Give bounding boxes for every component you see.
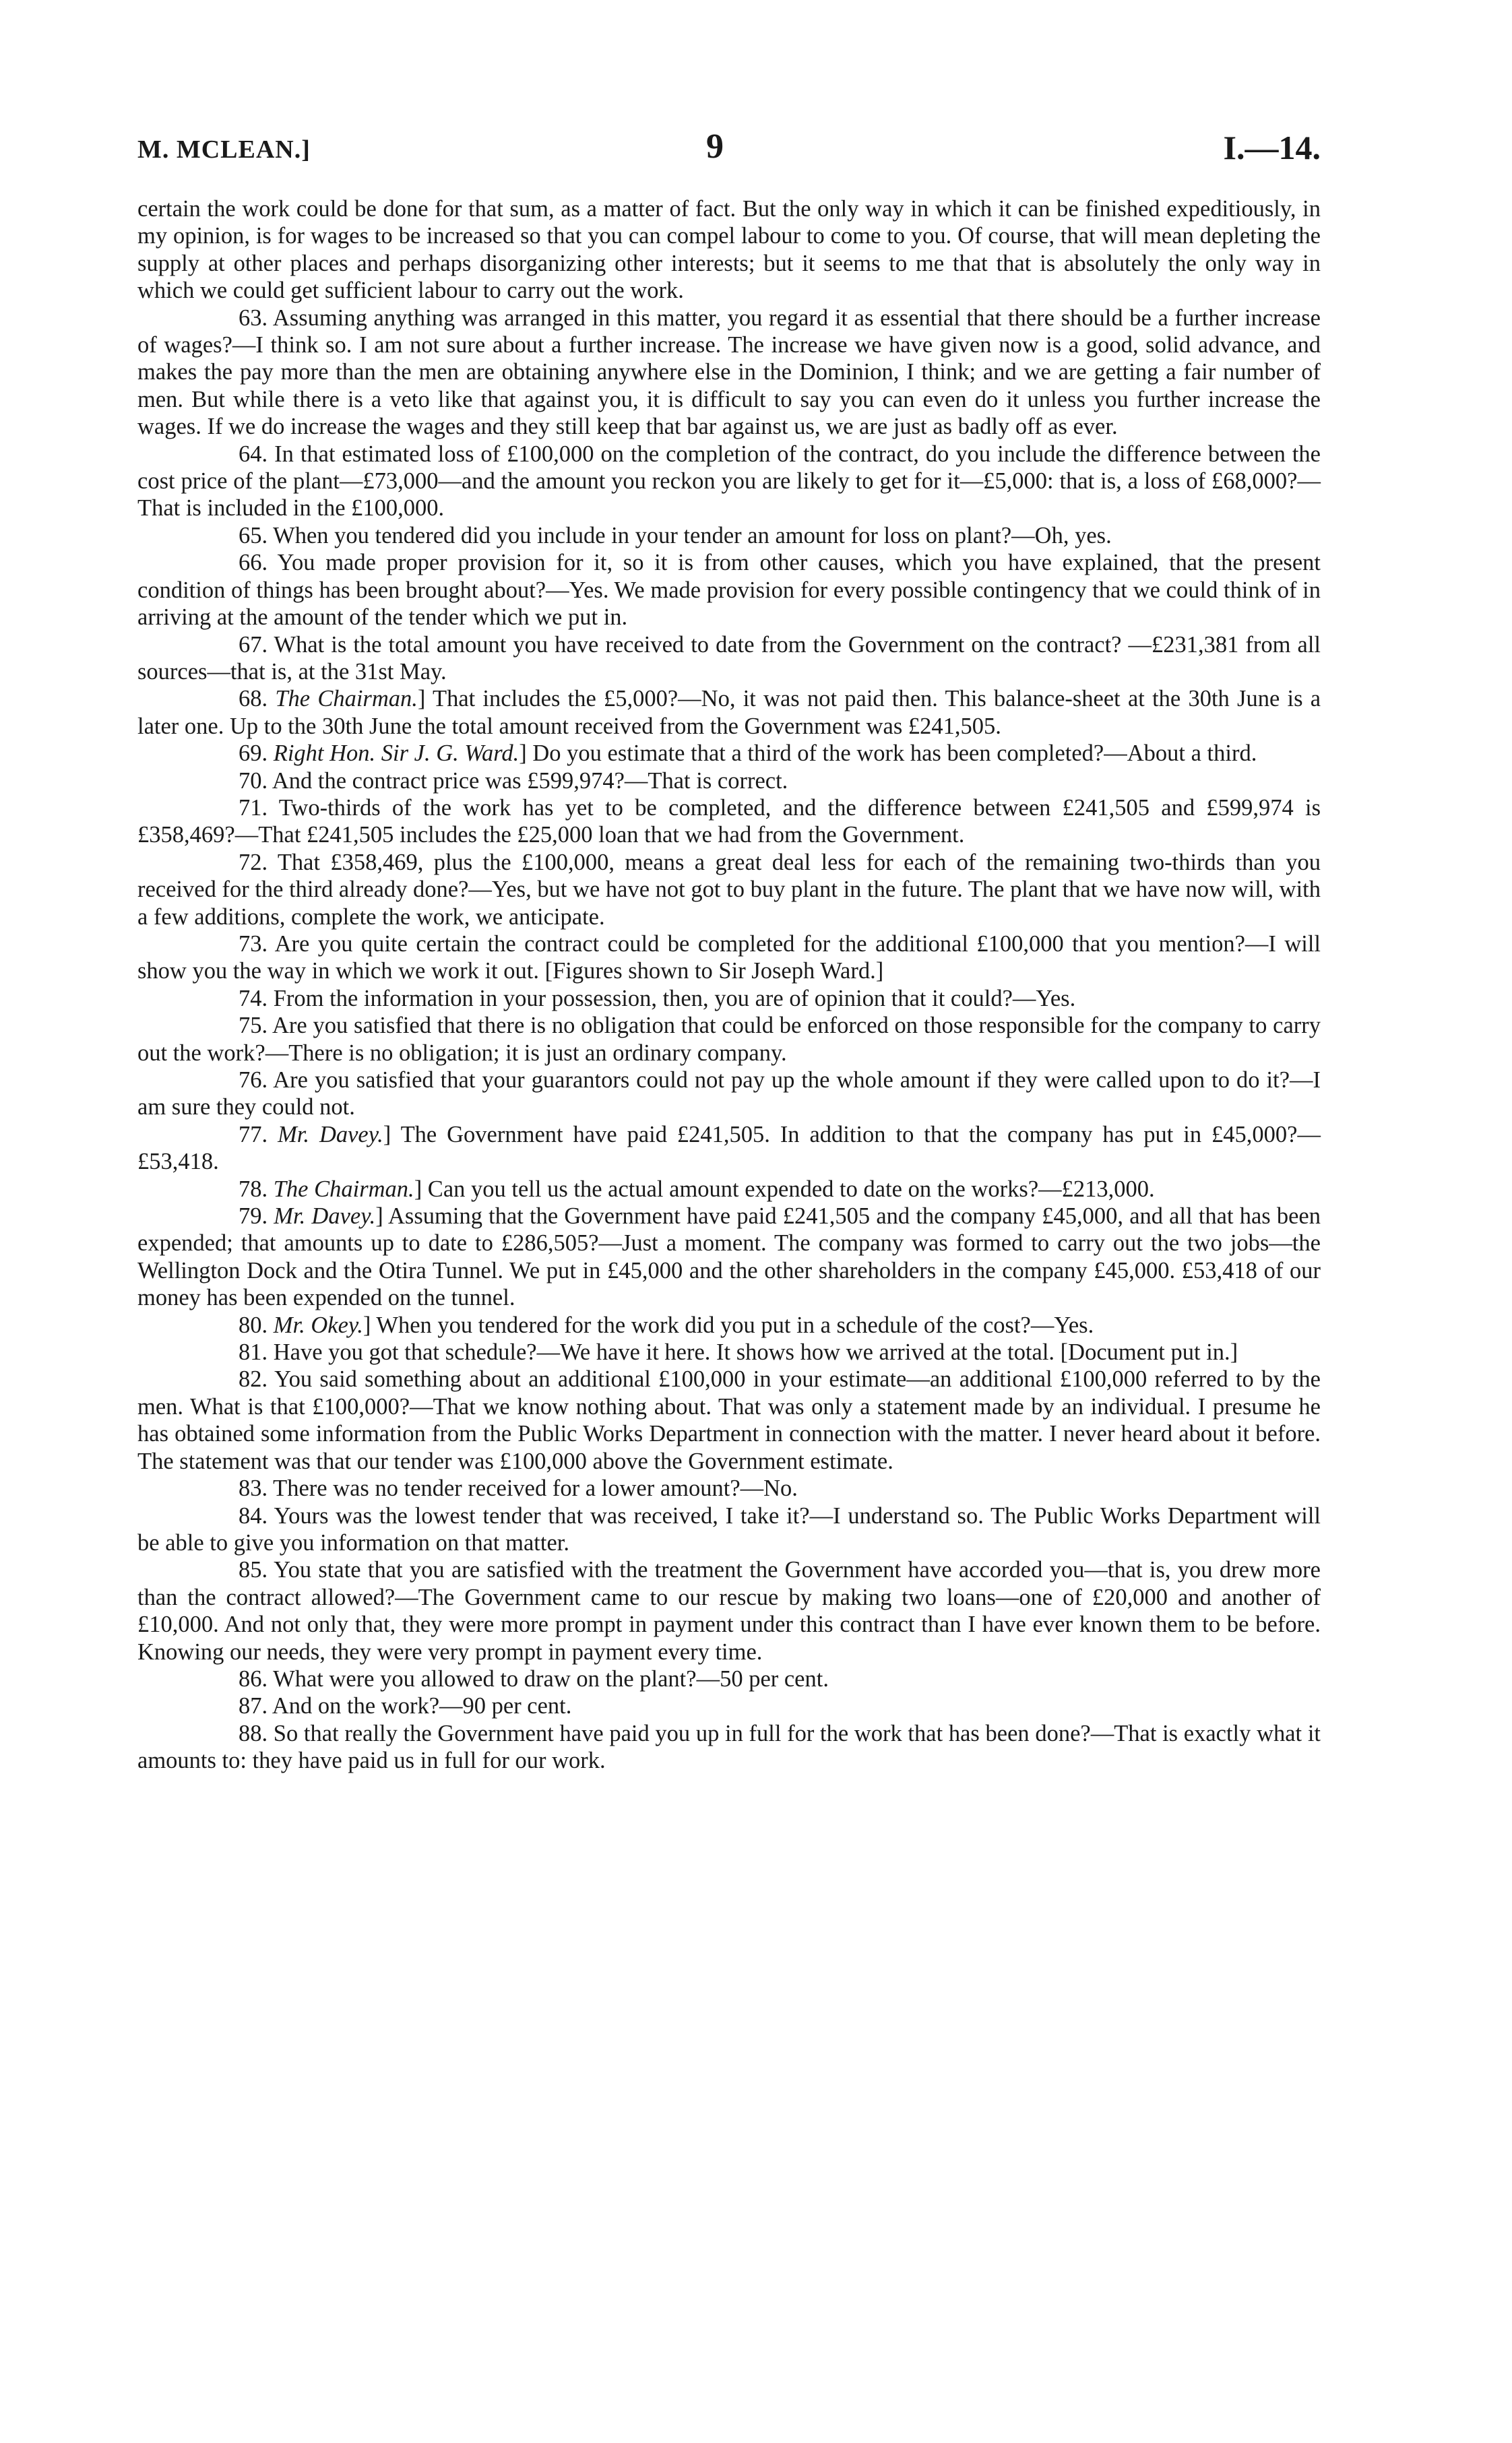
question-number: 68. <box>239 686 268 712</box>
speaker-name: Mr. Davey. <box>278 1121 383 1147</box>
question-paragraph: 82. You said something about an additional £100,000 in your estimate—an additional £100,000 referred to by the men. What is that £100,000?—That we know nothing about. That was only a statement made by an individual. I presume he has obtained some information from the Public Works Department in connection with the matter. I never heard about it before. The statement was that our tender was £100,000 above the Government estimate. <box>137 1366 1321 1474</box>
question-paragraph: 87. And on the work?—90 per cent. <box>239 1693 572 1719</box>
speaker-name: The Chairman. <box>275 686 418 712</box>
witness-name-header: M. MCLEAN.] <box>137 135 311 164</box>
question-paragraph: 73. Are you quite certain the contract could be completed for the additional £100,000 that you mention?—I will show you the way in which we work it out. [Figures shown to Sir Joseph Ward.] <box>137 930 1321 984</box>
question-paragraph: 64. In that estimated loss of £100,000 on the completion of the contract, do you include the difference between the cost price of the plant—£73,000—and the amount you reckon you are likely to get for it—£5,000: that is, a loss of £68,000?—That is included in the £100,000. <box>137 441 1321 521</box>
question-paragraph: 81. Have you got that schedule?—We have it here. It shows how we arrived at the total. [Document put in.] <box>239 1339 1238 1366</box>
question-text: ] That includes the £5,000?—No, it was not paid then. This balance-sheet at the 30th June is a later one. Up to the 30th June the total amount received from the Government was £241,505. <box>137 686 1321 739</box>
question-paragraph: 72. That £358,469, plus the £100,000, means a great deal less for each of the remaining two-thirds than you received for the third already done?—Yes, but we have not got to buy plant in the future. The plant that we have now will, with a few additions, complete the work, we anticipate. <box>137 849 1321 930</box>
question-text: ] Can you tell us the actual amount expended to date on the works?—£213,000. <box>414 1176 1155 1202</box>
evidence-text <box>137 195 1321 1775</box>
question-number: 78. <box>239 1176 268 1202</box>
question-paragraph <box>137 1121 1321 1176</box>
question-list <box>137 305 1321 1775</box>
question-paragraph: 88. So that really the Government have paid you up in full for the work that has been done?—That is exactly what it amounts to: they have paid us in full for our work. <box>137 1720 1321 1774</box>
page-number: 9 <box>706 127 724 166</box>
question-paragraph: 70. And the contract price was £599,974?—That is correct. <box>239 767 788 794</box>
question-paragraph: 84. Yours was the lowest tender that was received, I take it?—I understand so. The Public Works Department will be able to give you information on that matter. <box>137 1502 1321 1556</box>
question-paragraph <box>137 1176 1321 1203</box>
question-text: ] When you tendered for the work did you put in a schedule of the cost?—Yes. <box>363 1312 1094 1338</box>
speaker-name: Mr. Okey. <box>273 1312 363 1338</box>
question-paragraph: 86. What were you allowed to draw on the plant?—50 per cent. <box>239 1665 829 1692</box>
question-paragraph: 83. There was no tender received for a lower amount?—No. <box>239 1476 798 1502</box>
question-paragraph <box>137 1203 1321 1312</box>
question-paragraph: 71. Two-thirds of the work has yet to be completed, and the difference between £241,505 and £599,974 is £358,469?—That £241,505 includes the £25,000 loan that we had from the Government. <box>137 794 1321 848</box>
question-paragraph: 63. Assuming anything was arranged in this matter, you regard it as essential that there should be a further increase of wages?—I think so. I am not sure about a further increase. The increase we have given now is a good, solid advance, and makes the pay more than the men are obtaining anywhere else in the Dominion, I think; and we are getting a fair number of men. But while there is a veto like that against you, it is difficult to say you can even do it unless you further increase the wages. If we do increase the wages and they still keep that bar against us, we are just as badly off as ever. <box>137 305 1321 440</box>
question-paragraph: 76. Are you satisfied that your guarantors could not pay up the whole amount if they were called upon to do it?—I am sure they could not. <box>137 1067 1321 1120</box>
question-number: 80. <box>239 1312 268 1338</box>
question-text: ] Do you estimate that a third of the work has been completed?—About a third. <box>519 740 1257 767</box>
question-paragraph: 74. From the information in your possession, then, you are of opinion that it could?—Yes. <box>239 985 1076 1011</box>
question-paragraph <box>137 685 1321 740</box>
paper-reference: I.—14. <box>1223 129 1321 166</box>
question-paragraph: 67. What is the total amount you have received to date from the Government on the contract? —£231,381 from all sources—that is, at the 31st May. <box>137 631 1321 685</box>
question-paragraph <box>137 1312 1321 1339</box>
question-number: 77. <box>239 1121 268 1147</box>
question-paragraph: 65. When you tendered did you include in your tender an amount for loss on plant?—Oh, yes. <box>239 522 1112 548</box>
intro-paragraph: certain the work could be done for that sum, as a matter of fact. But the only way in which it can be finished expeditiously, in my opinion, is for wages to be increased so that you can compel labour to come to you. Of course, that will mean depleting the supply at other places and perhaps disorganizing other interests; but it seems to me that that is absolutely the only way in which we could get sufficient labour to carry out the work. <box>137 196 1321 304</box>
question-paragraph: 66. You made proper provision for it, so it is from other causes, which you have explained, that the present condition of things has been brought about?—Yes. We made provision for every possible contingency that we could think of in arriving at the amount of the tender which we put in. <box>137 550 1321 631</box>
question-paragraph: 85. You state that you are satisfied with the treatment the Government have accorded you—that is, you drew more than the contract allowed?—The Government came to our rescue by making two loans—one of £20,000 and another of £10,000. And not only that, they were more prompt in payment under this contract than I have ever known them to be before. Knowing our needs, they were very prompt in payment every time. <box>137 1557 1321 1665</box>
question-number: 69. <box>239 740 268 767</box>
speaker-name: Mr. Davey. <box>274 1203 376 1230</box>
speaker-name: The Chairman. <box>273 1176 414 1202</box>
speaker-name: Right Hon. Sir J. G. Ward. <box>273 740 519 767</box>
question-paragraph <box>137 740 1321 767</box>
question-text: ] Assuming that the Government have paid £241,505 and the company £45,000, and all that has been expended; that amounts up to date to £286,505?—Just a moment. The company was formed to carry out the two jobs—the Wellington Dock and the Otira Tunnel. We put in £45,000 and the other shareholders in the company £45,000. £53,418 of our money has been expended on the tunnel. <box>137 1203 1321 1311</box>
question-text: ] The Government have paid £241,505. In addition to that the company has put in £45,000?—£53,418. <box>137 1121 1321 1175</box>
question-number: 79. <box>239 1203 268 1230</box>
question-paragraph: 75. Are you satisfied that there is no obligation that could be enforced on those responsible for the company to carry out the work?—There is no obligation; it is just an ordinary company. <box>137 1013 1321 1066</box>
